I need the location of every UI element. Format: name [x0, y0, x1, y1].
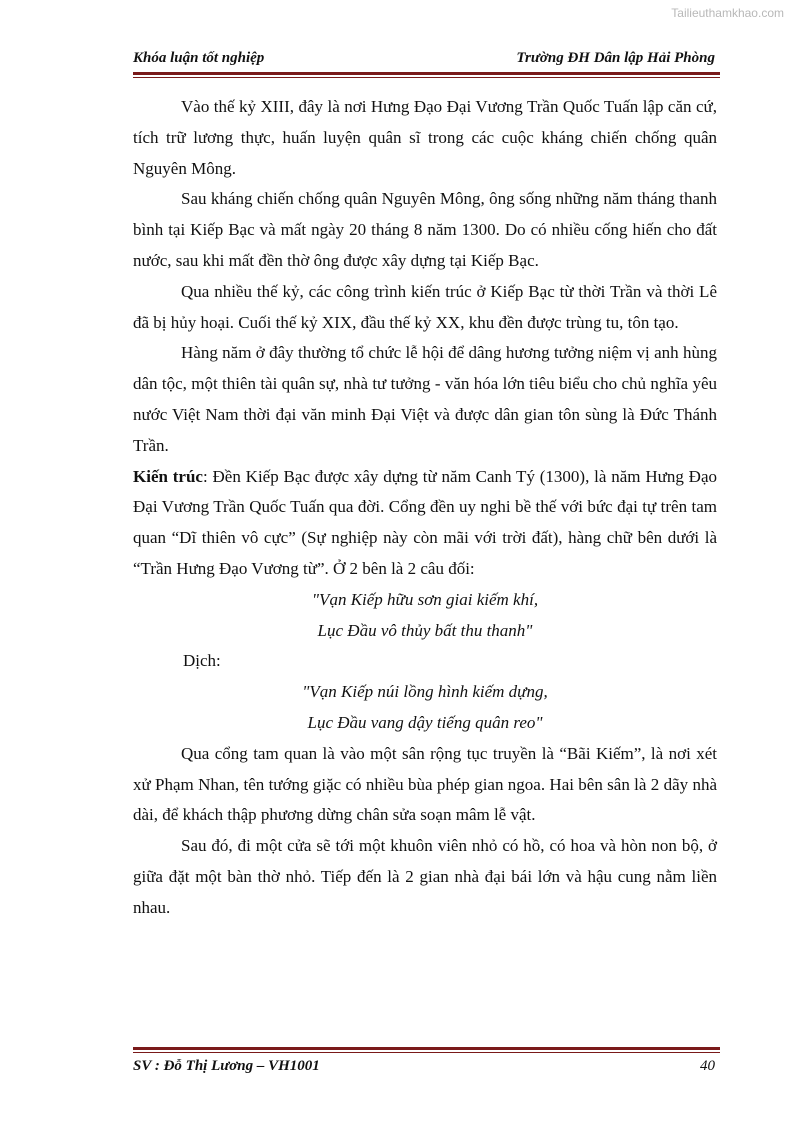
verse-2-line-2: Lục Đầu vang dậy tiếng quân reo"	[307, 712, 543, 732]
paragraph-1: Vào thế kỷ XIII, đây là nơi Hưng Đạo Đại Vương Trần Quốc Tuấn lập căn cứ, tích trữ lương thực, huấn luyện quân sĩ trong các cuộc kháng chiến chống quân Nguyên Mông.	[133, 97, 717, 178]
footer-rule-thin	[133, 1052, 720, 1053]
header-thesis-title: Khóa luận tốt nghiệp	[133, 50, 265, 66]
paragraph-4: Hàng năm ở đây thường tổ chức lễ hội để dâng hương tưởng niệm vị anh hùng dân tộc, một thiên tài quân sự, nhà tư tưởng - văn hóa lớn tiêu biểu cho chủ nghĩa yêu nước Việt Nam thời đại văn minh Đại Việt và được dân gian tôn sùng là Đức Thánh Trần.	[133, 343, 717, 455]
footer-rule-thick	[133, 1047, 720, 1050]
header-university: Trường ĐH Dân lập Hải Phòng	[516, 50, 715, 66]
page-number: 40	[700, 1058, 715, 1074]
paragraph-2: Sau kháng chiến chống quân Nguyên Mông, ông sống những năm tháng thanh bình tại Kiếp Bạc và mất ngày 20 tháng 8 năm 1300. Do có nhiều cống hiến cho đất nước, sau khi mất đền thờ ông được xây dựng tại Kiếp Bạc.	[133, 189, 717, 270]
page-header	[133, 50, 715, 70]
paragraph-3: Qua nhiều thế kỷ, các công trình kiến trúc ở Kiếp Bạc từ thời Trần và thời Lê đã bị hủy hoại. Cuối thế kỷ XIX, đầu thế kỷ XX, khu đền được trùng tu, tôn tạo.	[133, 281, 717, 332]
architecture-text: : Đền Kiếp Bạc được xây dựng từ năm Canh Tý (1300), là năm Hưng Đạo Đại Vương Trần Quốc Tuấn qua đời. Cổng đền uy nghi bề thế với bức đại tự trên tam quan “Dĩ thiên vô cực” (Sự nghiệp này còn mãi với trời đất), hàng chữ bên dưới là “Trần Hưng Đạo Vương từ”. Ở 2 bên là 2 câu đối:	[133, 466, 717, 578]
paragraph-6: Qua cổng tam quan là vào một sân rộng tục truyền là “Bãi Kiếm”, là nơi xét xử Phạm Nhan, tên tướng giặc có nhiều bùa phép gian ngoa. Hai bên sân là 2 dãy nhà dài, để khách thập phương dừng chân sửa soạn mâm lễ vật.	[133, 743, 717, 825]
verse-1-line-1: "Vạn Kiếp hữu sơn giai kiếm khí,	[311, 589, 539, 609]
document-body	[133, 92, 717, 924]
translation-label: Dịch:	[183, 651, 221, 671]
header-rule-thick	[133, 72, 720, 75]
architecture-label: Kiến trúc	[133, 466, 203, 486]
watermark: Tailieuthamkhao.com	[671, 6, 784, 20]
verse-1-line-2: Lục Đầu vô thủy bất thu thanh"	[317, 620, 533, 640]
verse-2-line-1: "Vạn Kiếp núi lồng hình kiếm dựng,	[302, 682, 548, 702]
paragraph-architecture	[133, 462, 717, 585]
page-footer	[133, 1058, 715, 1078]
footer-student: SV : Đỗ Thị Lương – VH1001	[133, 1058, 320, 1074]
paragraph-7: Sau đó, đi một cửa sẽ tới một khuôn viên nhỏ có hồ, có hoa và hòn non bộ, ở giữa đặt một bàn thờ nhỏ. Tiếp đến là 2 gian nhà đại bái lớn và hậu cung nằm liền nhau.	[133, 836, 717, 917]
header-rule-thin	[133, 77, 720, 78]
